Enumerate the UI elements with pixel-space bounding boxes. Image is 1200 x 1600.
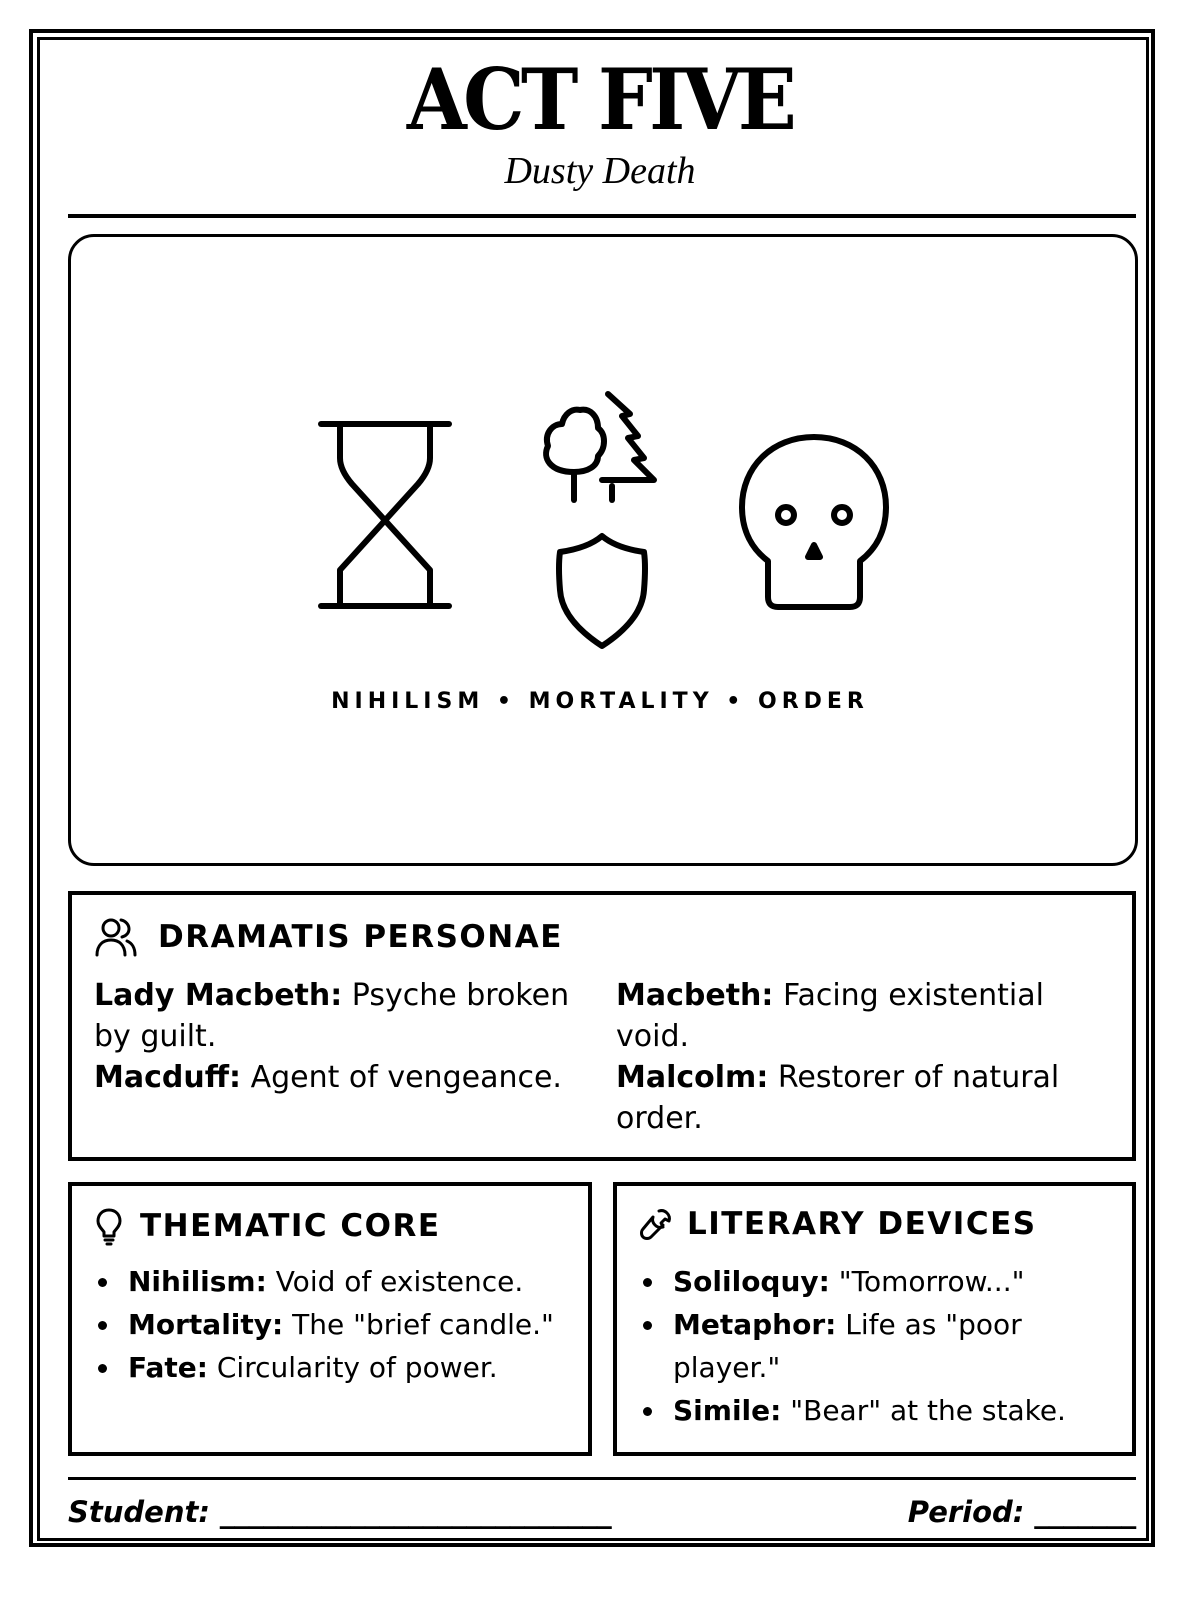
persona-desc: Restorer of natural order. [616,1060,1060,1136]
item-term: Fate: [128,1351,208,1384]
list-item [673,1303,1113,1389]
item-term: Metaphor: [673,1308,837,1341]
personae-heading: DRAMATIS PERSONAE [158,919,563,955]
skull-icon [738,433,890,611]
list-item [673,1260,1113,1303]
item-text: "Bear" at the stake. [790,1394,1066,1427]
devices-list [639,1260,1113,1432]
devices-heading: LITERARY DEVICES [687,1206,1037,1242]
persona-name: Macduff: [94,1060,242,1095]
persona-malcolm [616,1057,1106,1139]
personae-header [94,915,563,959]
page-title: ACT FIVE [406,50,794,149]
list-item [128,1303,554,1346]
persona-macbeth [616,975,1106,1057]
shield-icon [554,532,650,650]
persona-macduff [94,1057,594,1139]
item-term: Mortality: [128,1308,284,1341]
footer-divider [68,1477,1136,1480]
persona-desc: Psyche broken by guilt. [94,978,570,1054]
themes-line: NIHILISM • MORTALITY • ORDER [331,689,869,714]
thematic-heading: THEMATIC CORE [140,1208,441,1244]
persona-desc: Agent of vengeance. [250,1060,562,1095]
thematic-list [94,1260,554,1389]
persona-desc: Facing existential void. [616,978,1044,1054]
trees-icon [540,390,660,504]
thematic-header [94,1206,441,1246]
literary-devices-box [613,1182,1136,1456]
item-term: Nihilism: [128,1265,267,1298]
lightbulb-icon [94,1206,124,1246]
list-item [673,1389,1113,1432]
header-divider [68,214,1136,218]
wrench-icon [639,1207,673,1241]
persona-lady-macbeth [94,975,594,1057]
dramatis-personae-box [68,891,1136,1161]
persona-name: Lady Macbeth: [94,978,343,1013]
item-term: Soliloquy: [673,1265,830,1298]
item-text: The "brief candle." [292,1308,554,1341]
list-item [128,1346,554,1389]
personae-list [94,975,1104,1139]
item-text: Void of existence. [275,1265,524,1298]
item-term: Simile: [673,1394,782,1427]
persona-name: Malcolm: [616,1060,769,1095]
users-icon [94,915,138,959]
item-text: "Tomorrow..." [838,1265,1025,1298]
persona-name: Macbeth: [616,978,774,1013]
item-text: Life as "poor player." [673,1308,1022,1384]
devices-header [639,1206,1037,1242]
thematic-core-box [68,1182,592,1456]
list-item [128,1260,554,1303]
student-field[interactable]: Student: ___________________________ [68,1495,612,1529]
page-subtitle: Dusty Death [504,150,696,192]
period-field[interactable]: Period: _______ [907,1495,1136,1529]
hourglass-icon [318,420,452,610]
item-text: Circularity of power. [216,1351,498,1384]
